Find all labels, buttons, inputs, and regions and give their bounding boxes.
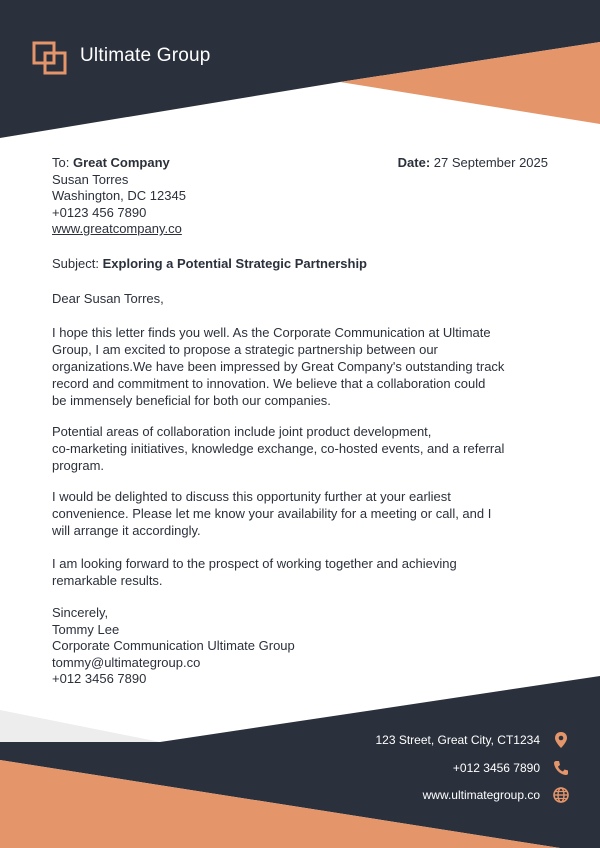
signature-name: Tommy Lee [52, 621, 120, 637]
paragraph-3 [52, 488, 552, 539]
subject-text: Exploring a Potential Strategic Partnership [102, 256, 368, 271]
paragraph-line: I hope this letter finds you well. As the Corporate Communication at Ultimate [52, 325, 491, 340]
footer-phone: +012 3456 7890 [452, 761, 540, 775]
signature-title: Corporate Communication Ultimate Group [52, 638, 295, 653]
paragraph-line: record and commitment to innovation. We believe that a collaboration could [52, 376, 486, 391]
recipient-name: Susan Torres [52, 171, 129, 187]
paragraph-2 [52, 423, 552, 474]
subject-line [52, 256, 552, 273]
phone-icon [552, 759, 570, 777]
paragraph-line: Group, I am excited to propose a strategic partnership between our [52, 342, 438, 357]
paragraph-1 [52, 324, 552, 409]
signature-phone: +012 3456 7890 [52, 671, 147, 686]
recipient-website-link[interactable]: www.greatcompany.co [52, 221, 182, 236]
date-label: Date: [397, 155, 431, 170]
interlocking-squares-logo [32, 40, 68, 76]
paragraph-line: Potential areas of collaboration include joint product development, [52, 424, 432, 439]
paragraph-line: co-marketing initiatives, knowledge exchange, co-hosted events, and a referral [52, 441, 505, 456]
recipient-company: Great Company [72, 155, 170, 170]
paragraph-line: I would be delighted to discuss this opportunity further at your earliest [52, 489, 451, 504]
paragraph-line: be immensely beneficial for both our companies. [52, 393, 331, 408]
letter-date [398, 155, 548, 170]
paragraph-line: convenience. Please let me know your availability for a meeting or call, and I [52, 506, 492, 521]
paragraph-line: remarkable results. [52, 573, 163, 588]
footer-website[interactable]: www.ultimategroup.co [422, 788, 540, 802]
brand-name: Ultimate Group [80, 45, 211, 66]
map-pin-icon [552, 731, 570, 749]
paragraph-line: will arrange it accordingly. [52, 523, 201, 538]
signature-block [52, 605, 552, 688]
paragraph-line: organizations.We have been impressed by Great Company's outstanding track [52, 359, 505, 374]
paragraph-line: program. [52, 458, 105, 473]
salutation: Dear Susan Torres, [52, 291, 164, 306]
recipient-phone: +0123 456 7890 [52, 204, 147, 220]
to-label: To: [52, 155, 70, 170]
recipient-address: Washington, DC 12345 [52, 188, 186, 203]
subject-label: Subject: [52, 256, 99, 271]
signature-closing: Sincerely, [52, 605, 109, 620]
footer-address: 123 Street, Great City, CT1234 [375, 733, 540, 747]
globe-icon [552, 786, 570, 804]
date-value: 27 September 2025 [433, 155, 548, 170]
paragraph-4 [52, 555, 552, 589]
signature-email[interactable]: tommy@ultimategroup.co [52, 654, 201, 670]
paragraph-line: I am looking forward to the prospect of working together and achieving [52, 556, 457, 571]
